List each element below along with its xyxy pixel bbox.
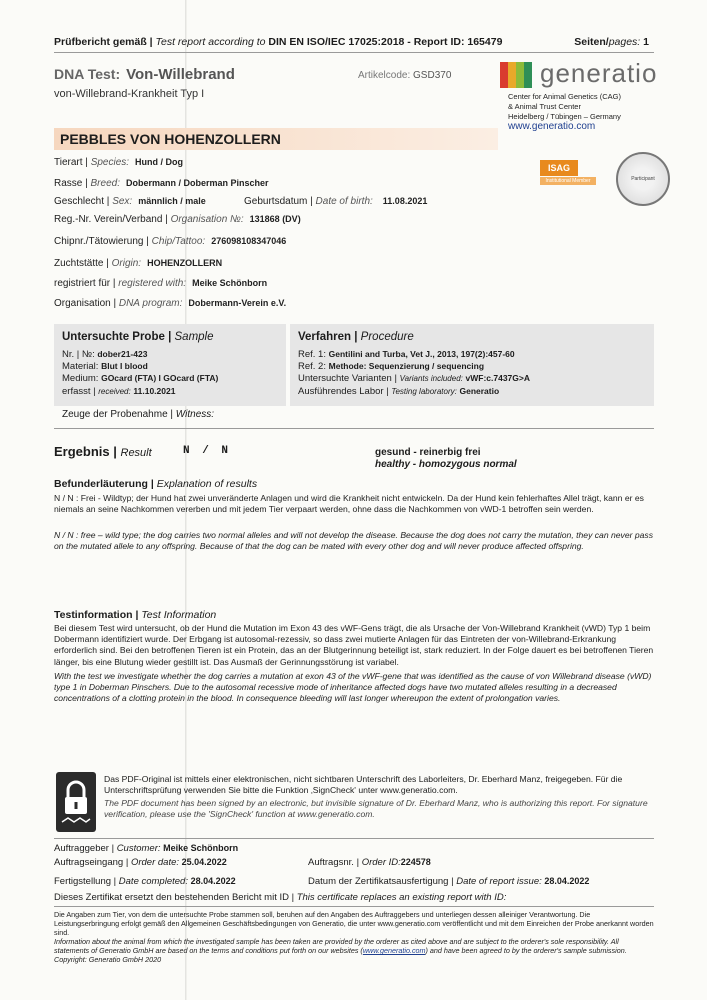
org-line: & Animal Trust Center bbox=[508, 102, 581, 111]
lab-url-link[interactable]: www.generatio.com bbox=[508, 121, 596, 132]
fine-print-de: Die Angaben zum Tier, von dem die untersuchte Probe stammen soll, beruhen auf den Angaben des Auftraggebers und unterliegen dessen alleiniger Verantwortung. Die Leistungserbringung erfolgt gemäß den Allgemeinen Geschäftsbedingungen von Generatio, die unter www.generatio.com veröffentlicht und mit dem Einreichen der Probe anerkannt worden sind. bbox=[54, 910, 654, 937]
dob-row bbox=[244, 196, 427, 207]
order-date-row bbox=[54, 857, 227, 868]
procedure-variants bbox=[298, 373, 530, 384]
chip-value: 276098108347046 bbox=[211, 236, 287, 246]
result-rule bbox=[54, 428, 654, 429]
reg-for-label: registriert für | bbox=[54, 278, 116, 289]
explanation-title-de: Befunderläuterung | bbox=[54, 478, 154, 490]
reg-label: Reg.-Nr. Verein/Verband | bbox=[54, 214, 168, 225]
origin-label: Zuchtstätte | bbox=[54, 258, 109, 269]
sample-received bbox=[62, 386, 175, 397]
test-title bbox=[54, 66, 235, 83]
variants-label-it: Variants included: bbox=[399, 374, 463, 383]
customer-label: Auftraggeber | bbox=[54, 843, 115, 854]
procedure-ref1 bbox=[298, 349, 515, 360]
customer-label-it: Customer: bbox=[116, 843, 161, 854]
customer-row bbox=[54, 843, 238, 854]
reg-label-it: Organisation №: bbox=[170, 214, 244, 225]
fine-print-en bbox=[54, 937, 654, 964]
breed-label: Rasse | bbox=[54, 178, 88, 189]
dob-label: Geburtsdatum | bbox=[244, 196, 313, 207]
result-label bbox=[54, 444, 152, 459]
sample-title-en: Sample bbox=[174, 331, 214, 343]
witness-row bbox=[62, 409, 214, 420]
signature-note-de: Das PDF-Original ist mittels einer elektronischen, nicht sichtbaren Unterschrift des Laborleiters, Dr. Eberhard Manz, freigegeben. Für die Unterschriftsprüfung verwenden Sie bitte die Funktion ‚SignCheck' unter www.generatio.com. bbox=[104, 774, 623, 795]
species-row bbox=[54, 157, 183, 168]
received-label: erfasst | bbox=[62, 386, 96, 397]
order-id-value: 224578 bbox=[400, 857, 431, 867]
order-date-label-it: Order date: bbox=[130, 857, 180, 868]
sample-title-de: Untersuchte Probe | bbox=[62, 331, 172, 343]
issue-value: 28.04.2022 bbox=[544, 876, 590, 886]
medium-label: Medium: bbox=[62, 373, 99, 384]
breed-value: Dobermann / Doberman Pinscher bbox=[125, 178, 269, 188]
report-header bbox=[54, 36, 502, 48]
page-count bbox=[574, 36, 649, 48]
participant-seal-icon bbox=[616, 152, 670, 206]
dna-test-label: DNA Test: bbox=[54, 66, 121, 82]
sample-medium bbox=[62, 373, 218, 384]
fine-print bbox=[54, 910, 654, 964]
registered-with-row bbox=[54, 278, 267, 289]
procedure-title-en: Procedure bbox=[360, 331, 414, 343]
lab-value: Generatio bbox=[459, 386, 500, 396]
sample-nr-value: dober21-423 bbox=[97, 349, 148, 359]
testinfo-en: With the test we investigate whether the dog carries a mutation at exon 43 of the vWF-gene that was identified as the cause of von Willebrand disease (vWD) type 1 in Doberman Pinschers. Due to the autosomal recessive mode of inheritance affected dogs have two mutated alleles resulting in a decreased concentrations of a clotting protein in the blood. In consequence bleeding will last longer whereupon the extent of prolongation varies. bbox=[54, 671, 652, 704]
header-rule bbox=[54, 52, 654, 53]
medium-value: GOcard (FTA) I GOcard (FTA) bbox=[101, 373, 219, 383]
dog-name-bar bbox=[54, 128, 498, 150]
pages-label: Seiten/ bbox=[574, 36, 609, 48]
testinfo-title-en: Test Information bbox=[141, 609, 217, 621]
sex-label: Geschlecht | bbox=[54, 196, 110, 207]
breed-label-it: Breed: bbox=[90, 178, 120, 189]
chip-label: Chipnr./Tätowierung | bbox=[54, 236, 149, 247]
explanation-title-en: Explanation of results bbox=[156, 478, 258, 490]
fineprint-rule bbox=[54, 906, 654, 907]
result-text-de: gesund - reinerbig frei bbox=[375, 447, 481, 458]
sex-value: männlich / male bbox=[138, 196, 206, 206]
origin-row bbox=[54, 258, 222, 269]
lab-label: Ausführendes Labor | bbox=[298, 386, 389, 397]
received-value: 11.10.2021 bbox=[133, 386, 176, 396]
procedure-title bbox=[298, 331, 414, 343]
testinfo-title-de: Testinformation | bbox=[54, 609, 139, 621]
reg-for-value: Meike Schönborn bbox=[192, 278, 268, 288]
chip-label-it: Chip/Tattoo: bbox=[151, 236, 206, 247]
species-value: Hund / Dog bbox=[135, 157, 184, 167]
org-label-it: DNA program: bbox=[118, 298, 183, 309]
explanation-de: N / N : Frei - Wildtyp; der Hund hat zwei unveränderte Anlagen und wird die Krankheit nicht entwickeln. Da der Hund kein fehlerhaftes Allel trägt, kann er es niemals an seine Nachkommen vererben und mit jedem Tier verpaart werden, ohne dass die Nachkommen von vWD-1 betroffen sein werden. bbox=[54, 493, 644, 515]
completed-label: Fertigstellung | bbox=[54, 876, 117, 887]
material-value: Blut I blood bbox=[101, 361, 148, 371]
org-line: Heidelberg / Tübingen – Germany bbox=[508, 112, 621, 121]
origin-label-it: Origin: bbox=[111, 258, 142, 269]
witness-label-it: Witness: bbox=[175, 409, 215, 420]
dob-value: 11.08.2021 bbox=[382, 196, 428, 206]
order-date-value: 25.04.2022 bbox=[181, 857, 227, 867]
lab-address bbox=[508, 92, 621, 132]
procedure-title-de: Verfahren | bbox=[298, 331, 358, 343]
logo-text: generatio bbox=[540, 58, 658, 88]
order-id-label-it: Order ID: bbox=[361, 857, 401, 868]
lock-icon bbox=[56, 772, 96, 832]
header-middle: Test report according to bbox=[155, 36, 266, 48]
pages-value: 1 bbox=[643, 36, 649, 48]
pages-label-it: pages: bbox=[608, 36, 641, 48]
article-code bbox=[358, 70, 451, 81]
variants-value: vWF:c.7437G>A bbox=[465, 373, 531, 383]
dog-name: PEBBLES VON HOHENZOLLERN bbox=[60, 131, 281, 147]
breed-row bbox=[54, 178, 269, 189]
logo-bars-icon bbox=[500, 62, 532, 88]
sample-nr-label: Nr. | №: bbox=[62, 349, 95, 360]
completed-label-it: Date completed: bbox=[118, 876, 188, 887]
isag-label: ISAG bbox=[540, 160, 578, 176]
reg-for-label-it: registered with: bbox=[118, 278, 187, 289]
result-label-de: Ergebnis | bbox=[54, 444, 117, 459]
participant-text: Participant bbox=[631, 176, 655, 182]
header-report-id: DIN EN ISO/IEC 17025:2018 - Report ID: 165479 bbox=[268, 36, 503, 48]
issue-label-it: Date of report issue: bbox=[456, 876, 542, 887]
article-code-label: Artikelcode: bbox=[358, 70, 411, 81]
order-id-row bbox=[308, 857, 431, 868]
org-line: Center for Animal Genetics (CAG) bbox=[508, 92, 621, 101]
sample-number bbox=[62, 349, 147, 360]
replaces-label: Dieses Zertifikat ersetzt den bestehenden Bericht mit ID | bbox=[54, 892, 295, 903]
test-subtitle: von-Willebrand-Krankheit Typ I bbox=[54, 88, 205, 100]
header-prefix: Prüfbericht gemäß | bbox=[54, 36, 153, 48]
article-code-value: GSD370 bbox=[413, 70, 452, 81]
result-text-en: healthy - homozygous normal bbox=[375, 459, 517, 470]
result-label-en: Result bbox=[120, 447, 152, 459]
explanation-title bbox=[54, 478, 257, 490]
procedure-lab bbox=[298, 386, 499, 397]
fine-print-link[interactable]: www.generatio.com bbox=[362, 946, 426, 955]
customer-value: Meike Schönborn bbox=[163, 843, 239, 853]
org-value: Dobermann-Verein e.V. bbox=[188, 298, 287, 308]
species-label: Tierart | bbox=[54, 157, 88, 168]
test-name: Von-Willebrand bbox=[126, 66, 235, 83]
footer-rule bbox=[54, 838, 654, 839]
fine-print-en-2: ) and have been agreed to by the orderer's sample submission. Copyright: Generatio GmbH 2020 bbox=[54, 946, 627, 964]
completed-row bbox=[54, 876, 236, 887]
lab-label-it: Testing laboratory: bbox=[391, 387, 457, 396]
variants-label: Untersuchte Varianten | bbox=[298, 373, 397, 384]
registration-row bbox=[54, 214, 301, 225]
reg-value: 131868 (DV) bbox=[249, 214, 301, 224]
sex-row bbox=[54, 196, 206, 207]
isag-sub: Institutional Member bbox=[540, 177, 596, 185]
ref2-value: Methode: Sequenzierung / sequencing bbox=[328, 361, 485, 371]
testinfo-de: Bei diesem Test wird untersucht, ob der Hund die Mutation im Exon 43 des vWF-Gens trägt, die als Ursache der Von-Willebrand Krankheit (vWD) Typ 1 beim Dobermann identifiziert wurde. Der Erbgang ist autosomal-rezessiv, so dass zwei mutierte Anlagen für das Eintreten der von-Willebrand-Erkrankung erforderlich sind. Bei den betroffenen Tieren ist ein Protein, das an der Blutgerinnung beteiligt ist, stark reduziert. In der Folge dauert es bei betroffenen Tieren länger, bis eine Blutung wieder gestillt ist. Das Ausmaß der Gerinnungsstörung ist variabel. bbox=[54, 623, 654, 667]
testinfo-title bbox=[54, 609, 216, 621]
ref1-value: Gentilini and Turba, Vet J., 2013, 197(2):457-60 bbox=[328, 349, 515, 359]
order-date-label: Auftragseingang | bbox=[54, 857, 129, 868]
sample-title bbox=[62, 331, 214, 343]
origin-value: HOHENZOLLERN bbox=[147, 258, 223, 268]
ref1-label: Ref. 1: bbox=[298, 349, 326, 360]
fine-print-en-1: Information about the animal from which the investigated sample has been taken are provided by the orderer as cited above and are subject to the orderer's sole responsibility. All statements of Generatio GmbH are based on the terms and conditions put forth on our websites ( bbox=[54, 937, 619, 955]
received-label-it: received: bbox=[98, 387, 131, 396]
material-label: Material: bbox=[62, 361, 99, 372]
dob-label-it: Date of birth: bbox=[315, 196, 373, 207]
ref2-label: Ref. 2: bbox=[298, 361, 326, 372]
witness-label: Zeuge der Probenahme | bbox=[62, 409, 174, 420]
species-label-it: Species: bbox=[90, 157, 130, 168]
replaces-row bbox=[54, 892, 506, 903]
explanation-en: N / N : free – wild type; the dog carries two normal alleles and will not develop the disease. Because the dog does not carry the mutation, they can never pass on the mutated allele to any offspring. Because of that the dog can be mated with every other dog and will never produce affected offspring. bbox=[54, 530, 654, 552]
sex-label-it: Sex: bbox=[112, 196, 133, 207]
procedure-ref2 bbox=[298, 361, 484, 372]
isag-logo bbox=[540, 160, 600, 192]
org-label: Organisation | bbox=[54, 298, 117, 309]
order-id-label: Auftragsnr. | bbox=[308, 857, 360, 868]
result-genotype: N / N bbox=[183, 445, 232, 457]
issue-label: Datum der Zertifikatsausfertigung | bbox=[308, 876, 454, 887]
sample-material bbox=[62, 361, 148, 372]
chip-row bbox=[54, 236, 286, 247]
organisation-row bbox=[54, 298, 286, 309]
completed-value: 28.04.2022 bbox=[190, 876, 236, 886]
replaces-label-it: This certificate replaces an existing report with ID: bbox=[296, 892, 507, 903]
issue-date-row bbox=[308, 876, 589, 887]
signature-note-en: The PDF document has been signed by an electronic, but invisible signature of Dr. Eberhard Manz, who is authorizing this report. For signature verification, please use the 'SignCheck' function at www.generatio.com. bbox=[104, 798, 648, 819]
